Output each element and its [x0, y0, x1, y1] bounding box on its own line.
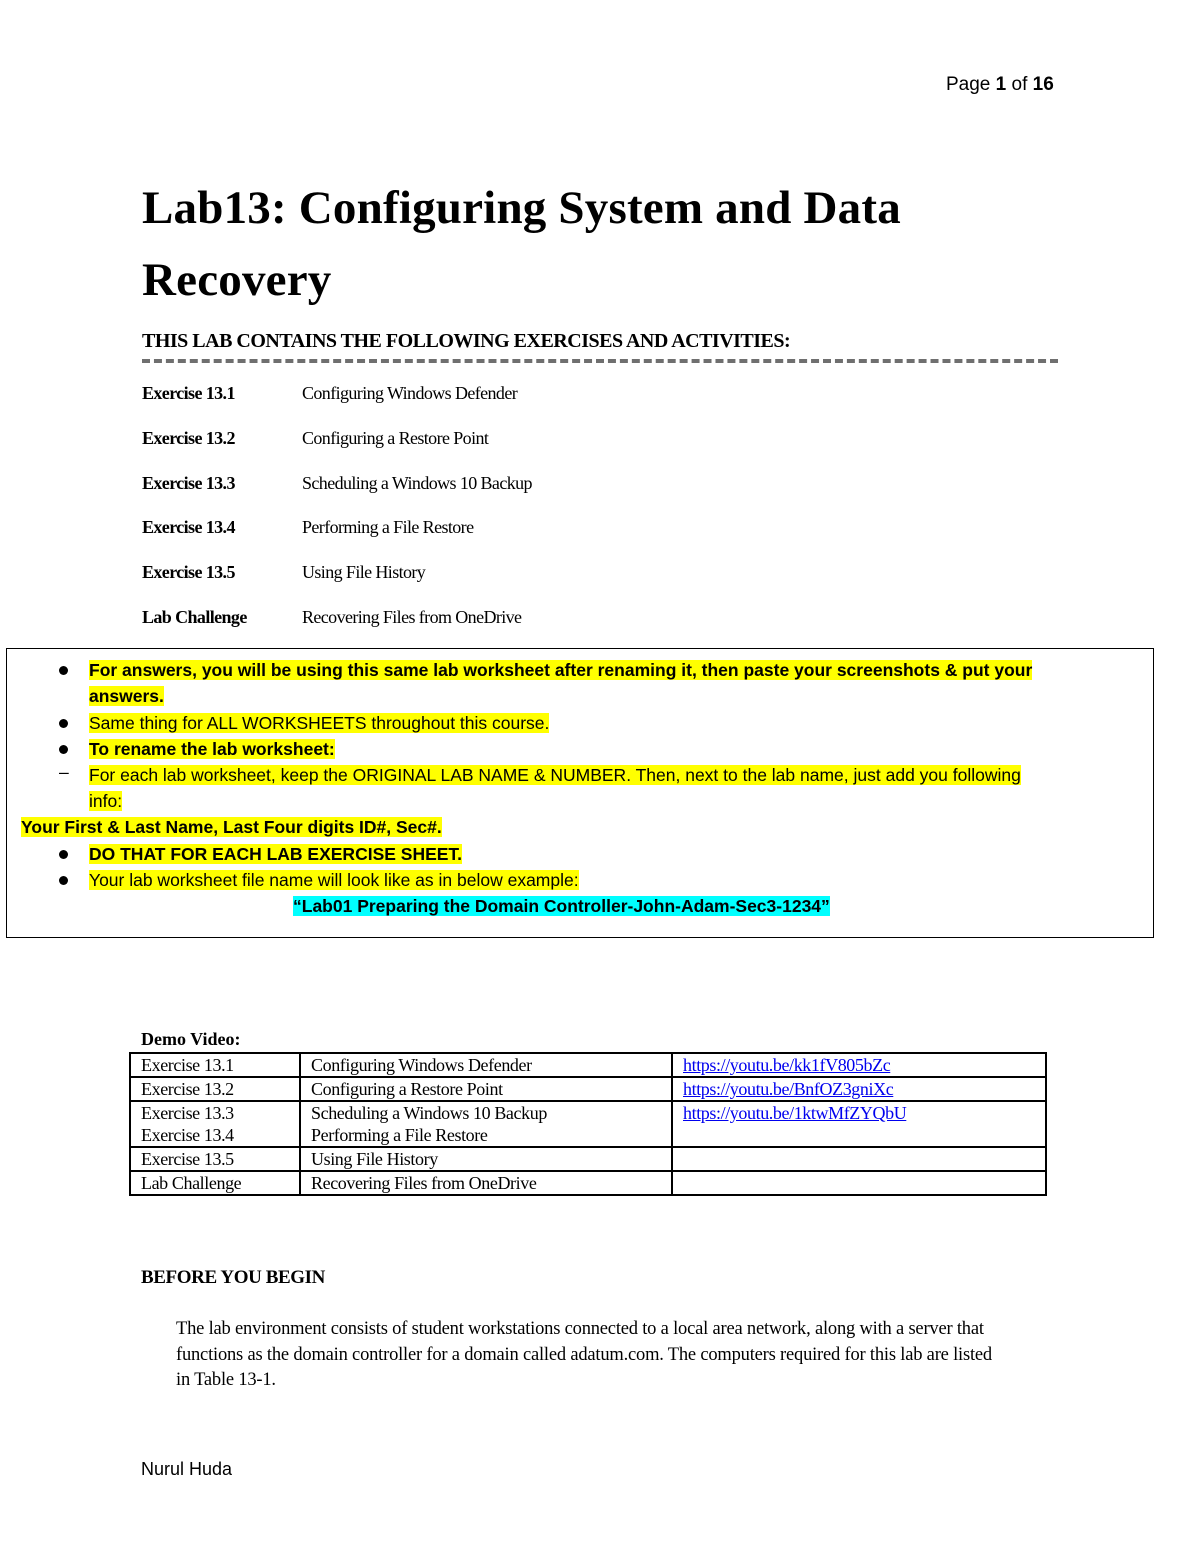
- table-cell-exercise: Lab Challenge: [130, 1171, 300, 1195]
- instruction-line: Your First & Last Name, Last Four digits ID#, Sec#.: [21, 817, 442, 837]
- table-cell-exercise: Exercise 13.5: [130, 1147, 300, 1171]
- page-number: [946, 74, 1054, 96]
- exercise-label: Exercise 13.4: [142, 517, 235, 537]
- exercise-name: Scheduling a Windows 10 Backup: [302, 473, 532, 493]
- table-row: [130, 1101, 1046, 1147]
- instruction-line: Your lab worksheet file name will look like as in below example:: [89, 870, 579, 890]
- video-link[interactable]: https://youtu.be/BnfOZ3gniXc: [683, 1079, 894, 1099]
- instruction-line: answers.: [89, 686, 164, 706]
- exercise-label: Exercise 13.2: [142, 428, 235, 448]
- exercise-row: [142, 517, 473, 538]
- table-cell-link: [672, 1171, 1046, 1195]
- before-you-begin-heading: BEFORE YOU BEGIN: [141, 1267, 325, 1288]
- table-row: [130, 1171, 1046, 1195]
- before-you-begin-paragraph: The lab environment consists of student workstations connected to a local area network, along with a server that functions as the domain controller for a domain called adatum.com. The computers required for this lab are listed in Table 13-1.: [176, 1319, 992, 1390]
- exercise-row: [142, 383, 517, 404]
- exercise-row: [142, 562, 425, 583]
- video-link[interactable]: https://youtu.be/kk1fV805bZc: [683, 1055, 891, 1075]
- instruction-line: info:: [89, 791, 123, 811]
- page-of-word: of: [1011, 74, 1028, 95]
- exercises-heading: THIS LAB CONTAINS THE FOLLOWING EXERCISES AND ACTIVITIES:: [142, 330, 1058, 363]
- bullet-icon: [59, 719, 68, 728]
- instruction-line: For answers, you will be using this same lab worksheet after renaming it, then paste your screenshots & put your: [89, 660, 1033, 680]
- footer-author: Nurul Huda: [141, 1459, 233, 1479]
- exercise-label: Exercise 13.5: [142, 562, 235, 582]
- instructions-box: [6, 648, 1154, 938]
- table-cell-name: Using File History: [300, 1147, 672, 1171]
- table-cell-link: [672, 1053, 1046, 1077]
- demo-video-label: Demo Video:: [141, 1029, 241, 1049]
- instruction-line: Same thing for ALL WORKSHEETS throughout this course.: [89, 713, 550, 733]
- exercise-name: Performing a File Restore: [302, 517, 474, 537]
- instruction-line: For each lab worksheet, keep the ORIGINAL LAB NAME & NUMBER. Then, next to the lab name, just add you following: [89, 765, 1021, 785]
- table-cell-exercise: Exercise 13.2: [130, 1077, 300, 1101]
- table-cell-name: Configuring Windows Defender: [300, 1053, 672, 1077]
- video-link[interactable]: https://youtu.be/1ktwMfZYQbU: [683, 1103, 907, 1123]
- table-cell-exercise: Exercise 13.3 Exercise 13.4: [130, 1101, 300, 1147]
- table-row: [130, 1147, 1046, 1171]
- bullet-icon: [59, 745, 68, 754]
- exercise-name: Using File History: [302, 562, 426, 582]
- exercise-label: Exercise 13.3: [142, 473, 235, 493]
- page-total: 16: [1032, 74, 1054, 95]
- example-filename: “Lab01 Preparing the Domain Controller-John-Adam-Sec3-1234”: [293, 896, 830, 916]
- bullet-icon: [59, 876, 68, 885]
- exercise-label: Lab Challenge: [142, 607, 247, 627]
- table-cell-link: [672, 1077, 1046, 1101]
- table-cell-name: Recovering Files from OneDrive: [300, 1171, 672, 1195]
- table-cell-link: [672, 1147, 1046, 1171]
- exercise-name: Recovering Files from OneDrive: [302, 607, 522, 627]
- table-cell-name: Configuring a Restore Point: [300, 1077, 672, 1101]
- table-row: [130, 1077, 1046, 1101]
- instruction-line: DO THAT FOR EACH LAB EXERCISE SHEET.: [89, 844, 463, 864]
- table-cell-link: [672, 1101, 1046, 1147]
- table-cell-exercise: Exercise 13.1: [130, 1053, 300, 1077]
- page-word: Page: [946, 74, 991, 95]
- table-row: [130, 1053, 1046, 1077]
- exercise-name: Configuring a Restore Point: [302, 428, 489, 448]
- document-title: Lab13: Configuring System and Data Recovery: [142, 182, 901, 306]
- table-cell-name: Scheduling a Windows 10 Backup Performing a File Restore: [300, 1101, 672, 1147]
- exercise-row: [142, 607, 521, 628]
- instruction-line: To rename the lab worksheet:: [89, 739, 335, 759]
- exercise-row: [142, 428, 488, 449]
- demo-video-table: [129, 1052, 1047, 1196]
- bullet-icon: [59, 850, 68, 859]
- dash-icon: –: [59, 762, 69, 782]
- exercise-name: Configuring Windows Defender: [302, 383, 518, 403]
- page-current: 1: [995, 74, 1007, 95]
- exercise-row: [142, 473, 532, 494]
- bullet-icon: [59, 666, 68, 675]
- exercise-label: Exercise 13.1: [142, 383, 235, 403]
